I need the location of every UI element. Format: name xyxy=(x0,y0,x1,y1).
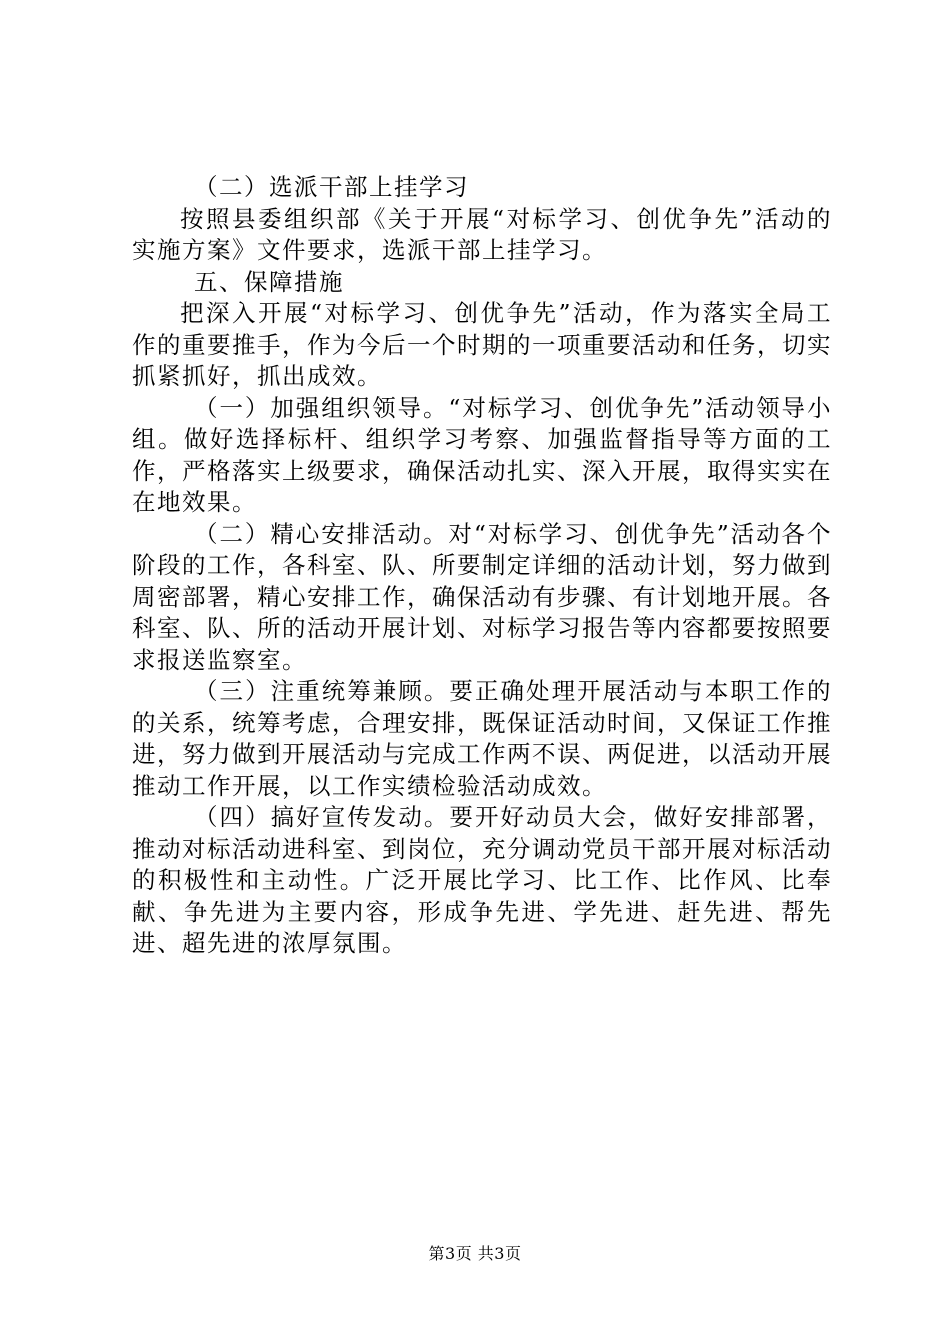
section-heading-dispatch-cadres: （二）选派干部上挂学习 xyxy=(194,173,469,201)
document-body xyxy=(132,172,832,960)
paragraph-publicity-mobilization: （四）搞好宣传发动。要开好动员大会，做好安排部署，推动对标活动进科室、到岗位，充分调动党员干部开展对标活动的积极性和主动性。广泛开展比学习、比工作、比作风、比奉献、争先进为主要内容，形成争先进、学先进、赶先进、帮先进、超先进的浓厚氛围。 xyxy=(132,803,832,957)
paragraph-organization-leadership: （一）加强组织领导。“对标学习、创优争先”活动领导小组。做好选择标杆、组织学习考察、加强监督指导等方面的工作，严格落实上级要求，确保活动扎实、深入开展，取得实实在在地效果。 xyxy=(132,393,832,516)
paragraph-careful-arrangement: （二）精心安排活动。对“对标学习、创优争先”活动各个阶段的工作，各科室、队、所要制定详细的活动计划，努力做到周密部署，精心安排工作，确保活动有步骤、有计划地开展。各科室、队、所的活动开展计划、对标学习报告等内容都要按照要求报送监察室。 xyxy=(132,519,832,674)
paragraph-overall-planning: （三）注重统筹兼顾。要正确处理开展活动与本职工作的的关系，统筹考虑，合理安排，既保证活动时间，又保证工作推进，努力做到开展活动与完成工作两不误、两促进，以活动开展推动工作开展，以工作实绩检验活动成效。 xyxy=(132,677,832,800)
section-heading-safeguards: 五、保障措施 xyxy=(194,267,344,296)
paragraph-safeguards-intro: 把深入开展“对标学习、创优争先”活动，作为落实全局工作的重要推手，作为今后一个时期的一项重要活动和任务，切实抓紧抓好，抓出成效。 xyxy=(132,299,832,390)
page-number-label: 第3页 共3页 xyxy=(428,1244,522,1263)
page-footer xyxy=(0,1244,950,1264)
paragraph-dispatch-cadres: 按照县委组织部《关于开展“对标学习、创优争先”活动的实施方案》文件要求，选派干部上挂学习。 xyxy=(132,204,832,264)
